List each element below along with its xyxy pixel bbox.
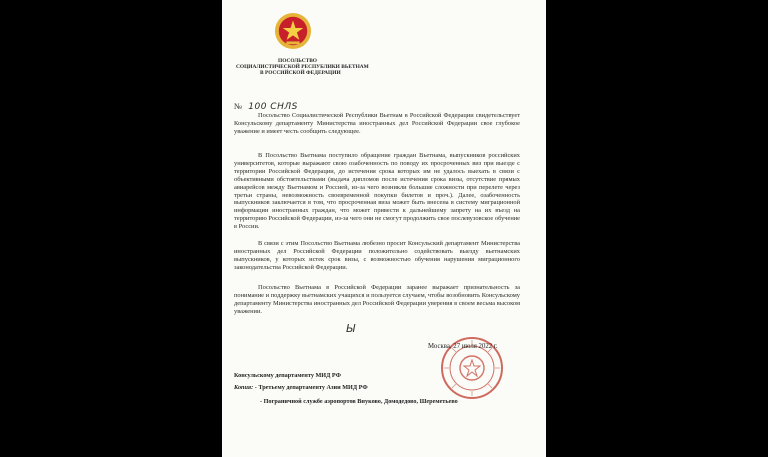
letter-page <box>222 0 546 457</box>
sender-line-3: В РОССИЙСКОЙ ФЕДЕРАЦИИ <box>260 70 341 76</box>
sender-line-1: ПОСОЛЬСТВО <box>278 58 317 64</box>
copy-recipient-2: - Пограничной службе аэропортов Внуково, Домодедово, Шереметьево <box>260 398 458 405</box>
copy-label: Копия: <box>234 384 254 391</box>
recipient-copy-1 <box>234 384 368 392</box>
paragraph-2: В Посольство Вьетнама поступило обращение граждан Вьетнама, выпускников российских университетов, которые выражают свою озабоченность по поводу их просроченных виз при выезде с территории Российской Федерации, до истечения срока которых им не удалось выехать в связи с объективными обстоятельствами (выдача дипломов после истечения срока визы, отсутствие прямых авиарейсов между Вьетнамом и Россией, из-за чего возникли большие сложности при перелете через третьи страны, невозможность своевременной покупки билетов и проч.). Далее, озабоченность выпускников заключается в том, что просроченная виза может быть внесена в систему миграционной информации иностранных граждан, что может привести к дальнейшему запрету на их въезд на территорию Российской Федерации, из-за чего они не смогут продолжить свое послевузовское обучение в России. <box>234 152 520 231</box>
recipient-main: Консульскому департаменту МИД РФ <box>234 372 341 379</box>
copy-recipient-1: - Третьему департаменту Азии МИД РФ <box>254 384 368 391</box>
reference-prefix: № <box>234 101 243 111</box>
paragraph-1: Посольство Социалистической Республики Вьетнам в Российской Федерации свидетельствует Консульскому департаменту Министерства иностранных дел Российской Федерации свое глубокое уважение и имеет честь сообщить следующее. <box>234 112 520 135</box>
paragraph-4: Посольство Вьетнама в Российской Федерации заранее выражает признательность за понимание и поддержку вьетнамских учащихся и пользуется случаем, чтобы возобновить Консульскому департаменту Министерства иностранных дел Российской Федерации уверения в своем весьма высоком уважении. <box>234 284 520 315</box>
reference-value: 100 СНЛS <box>248 102 298 112</box>
reference-number <box>234 101 298 112</box>
sender-line-2: СОЦИАЛИСТИЧЕСКОЙ РЕСПУБЛИКИ ВЬЕТНАМ <box>236 64 369 70</box>
paragraph-3: В связи с этим Посольство Вьетнама любезно просит Консульский департамент Министерства иностранных дел Российской Федерации положительно содействовать выезду вьетнамских выпускников, у которых истек срок визы, с возможностью обучения нарушения миграционного законодательства Российской Федерации. <box>234 240 520 271</box>
handwritten-initials: Ы <box>346 322 356 335</box>
sender-header <box>236 58 376 76</box>
letter-date: Москва, 27 июля 2022 г. <box>428 343 498 350</box>
national-emblem-icon <box>274 12 312 50</box>
